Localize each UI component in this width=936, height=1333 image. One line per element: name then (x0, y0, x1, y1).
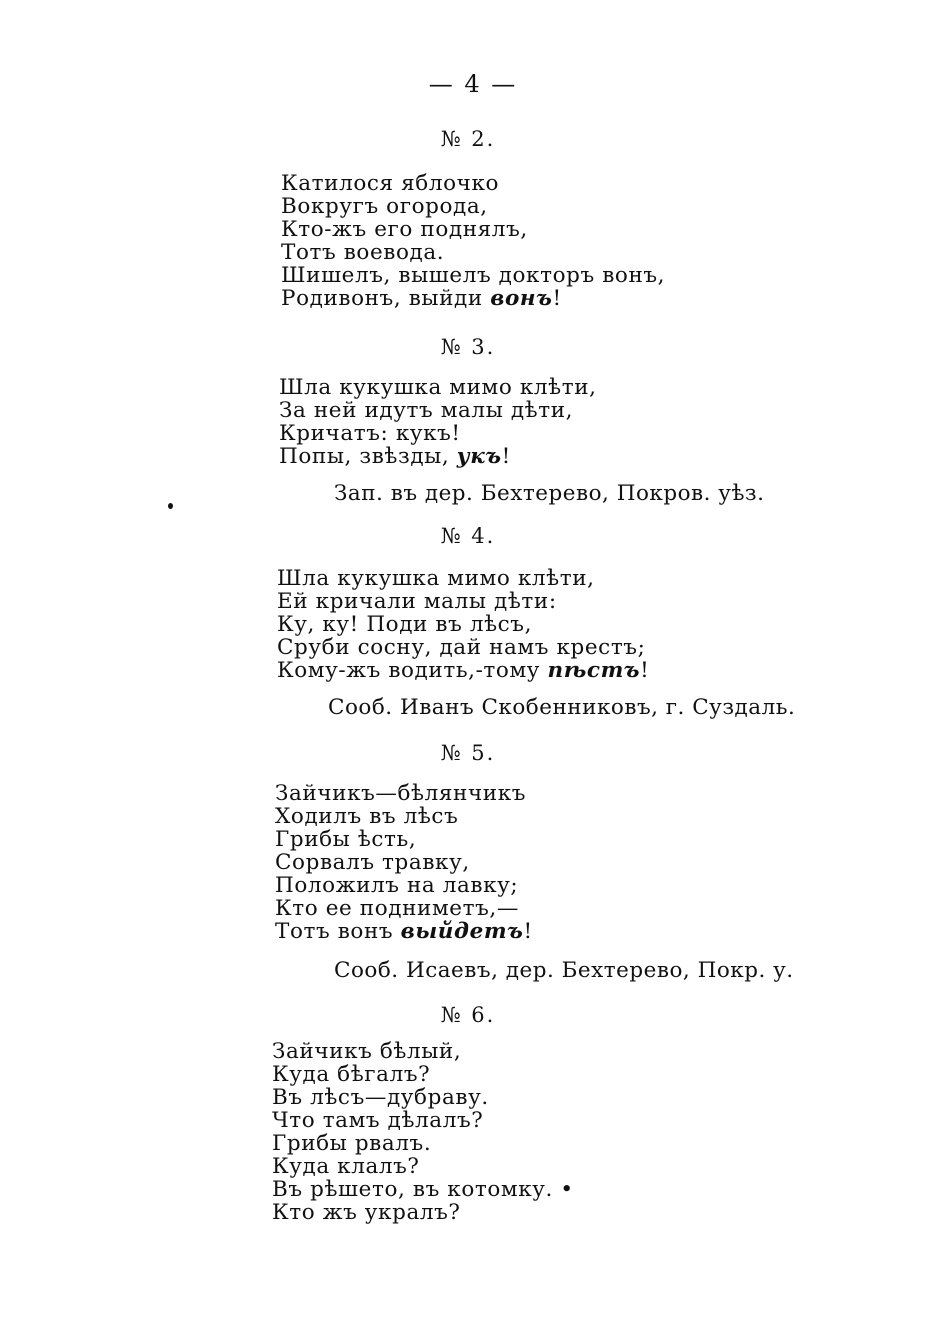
section-number: № 3. (440, 335, 496, 359)
verse-line: Вокругъ огорода, (281, 194, 488, 219)
verse-emphasis: вонъ (490, 286, 553, 311)
verse-line: Ей кричали малы дѣти: (277, 589, 557, 614)
verse-text: Тотъ вонъ (275, 919, 401, 944)
source-note: Сооб. Иванъ Скобенниковъ, г. Суздаль. (328, 695, 796, 720)
verse-line: Зайчикъ—бѣлянчикъ (275, 781, 527, 806)
verse-line: Сорвалъ травку, (275, 850, 470, 875)
verse (272, 1040, 574, 1224)
section-number: № 4. (440, 524, 496, 548)
verse-emphasis: укъ (456, 444, 502, 469)
verse-emphasis: выйдетъ (400, 919, 524, 944)
source-note: Зап. въ дер. Бехтерево, Покров. уѣз. (334, 481, 765, 506)
verse-line: Куда бѣгалъ? (272, 1062, 431, 1087)
verse-line: Положилъ на лавку; (275, 873, 519, 898)
verse (281, 172, 665, 310)
verse-text: Кому-жъ водить,-тому (277, 658, 548, 683)
verse-line: Катилося яблочко (281, 171, 500, 196)
verse-line: Грибы ѣсть, (275, 827, 417, 852)
verse-text: Попы, звѣзды, (279, 444, 457, 469)
verse-line (275, 920, 533, 943)
verse-line (281, 287, 665, 310)
verse-tail: ! (501, 444, 511, 469)
verse (277, 567, 649, 682)
verse-tail: ! (523, 919, 533, 944)
verse-line: Ку, ку! Поди въ лѣсъ, (277, 612, 533, 637)
section-number: № 2. (440, 127, 496, 151)
verse-line: Въ лѣсъ—дубраву. (272, 1085, 489, 1110)
verse-line: Тотъ воевода. (281, 240, 445, 265)
verse-line: Шла кукушка мимо клѣти, (277, 566, 595, 591)
verse-tail: ! (640, 658, 650, 683)
verse-text: Родивонъ, выйди (281, 286, 491, 311)
section-number: № 5. (440, 741, 496, 765)
verse-line (277, 659, 649, 682)
verse-line: Ходилъ въ лѣсъ (275, 804, 459, 829)
source-note: Сооб. Исаевъ, дер. Бехтерево, Покр. у. (334, 958, 794, 983)
verse-line: Кричатъ: кукъ! (279, 421, 461, 446)
verse-line: Куда клалъ? (272, 1154, 420, 1179)
verse-line: Кто ее подниметъ,— (275, 896, 519, 921)
verse-line: Шла кукушка мимо клѣти, (279, 375, 597, 400)
verse (275, 782, 533, 943)
verse-line: Кто-жъ его поднялъ, (281, 217, 528, 242)
verse-tail: ! (552, 286, 562, 311)
verse-line: Сруби сосну, дай намъ крестъ; (277, 635, 646, 660)
verse-line: За ней идутъ малы дѣти, (279, 398, 574, 423)
verse-line: Шишелъ, вышелъ докторъ вонъ, (281, 263, 666, 288)
verse (279, 376, 597, 468)
verse-line: Въ рѣшето, въ котомку. • (272, 1177, 574, 1202)
verse-line: Кто жъ укралъ? (272, 1200, 461, 1225)
verse-emphasis: пѣстъ (547, 658, 641, 683)
verse-line (279, 445, 597, 468)
verse-line: Зайчикъ бѣлый, (272, 1039, 462, 1064)
ink-speck (168, 503, 173, 509)
section-number: № 6. (440, 1003, 496, 1027)
page-number: — 4 — (428, 70, 518, 98)
verse-line: Грибы рвалъ. (272, 1131, 432, 1156)
verse-line: Что тамъ дѣлалъ? (272, 1108, 484, 1133)
